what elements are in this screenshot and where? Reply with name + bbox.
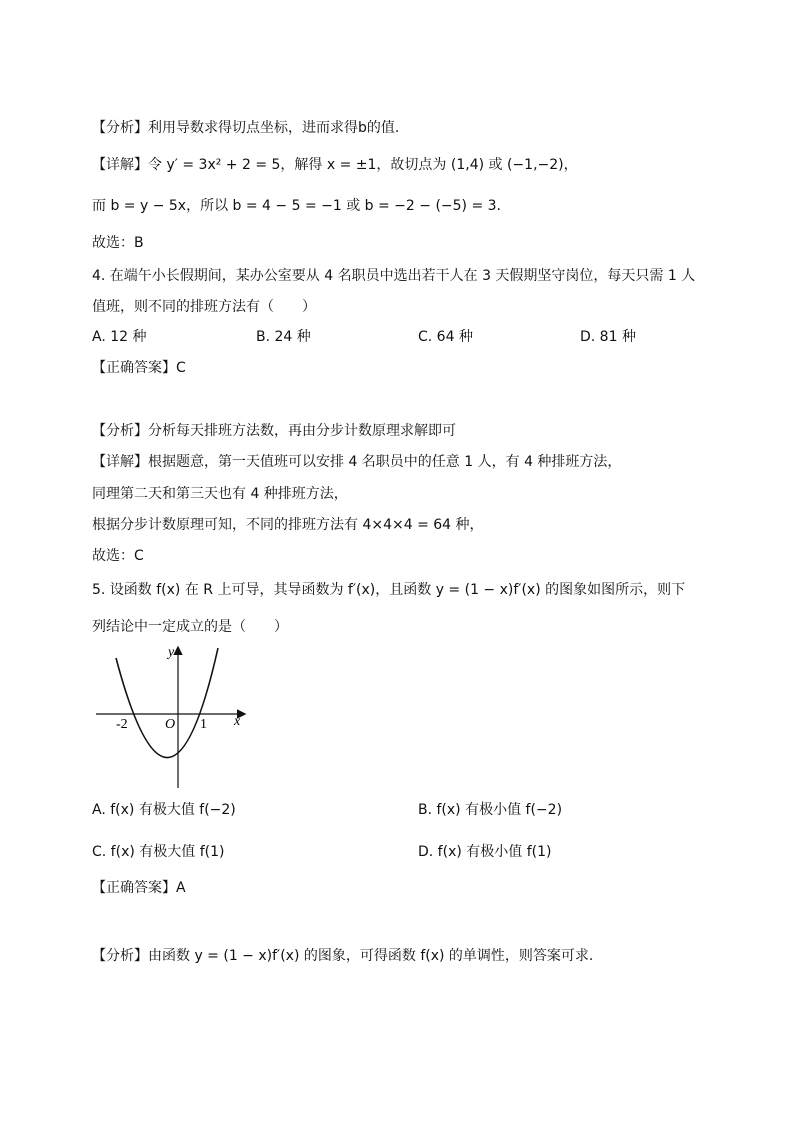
q4-detail-line-1: 【详解】根据题意，第一天值班可以安排 4 名职员中的任意 1 人，有 4 种排班方法， [92, 454, 622, 470]
x-axis-label: x [234, 714, 241, 729]
q4-analysis: 【分析】分析每天排班方法数，再由分步计数原理求解即可 [92, 423, 456, 439]
origin-label: O [165, 717, 176, 732]
q4-option-a: A. 12 种 [92, 329, 147, 345]
q3-answer: 故选：B [92, 235, 144, 251]
tick-label-neg2: -2 [116, 717, 128, 732]
q5-function-graph [92, 642, 262, 792]
q4-answer: 故选：C [92, 548, 144, 564]
q5-stem-line-2: 列结论中一定成立的是（ ） [92, 619, 288, 635]
q4-option-d: D. 81 种 [580, 329, 636, 345]
y-axis-label: y [168, 645, 175, 660]
q5-option-b: B. f(x) 有极小值 f(−2) [418, 802, 563, 818]
q3-analysis: 【分析】利用导数求得切点坐标，进而求得b的值. [92, 120, 400, 136]
q5-correct-answer: 【正确答案】A [92, 880, 186, 896]
q4-correct-answer: 【正确答案】C [92, 360, 186, 376]
q4-stem-line-2: 值班，则不同的排班方法有（ ） [92, 299, 316, 315]
q4-stem-line-1: 4. 在端午小长假期间，某办公室要从 4 名职员中选出若干人在 3 天假期坚守岗位，每天只需 1 人 [92, 268, 696, 284]
parabola-curve [116, 648, 218, 758]
q5-option-c: C. f(x) 有极大值 f(1) [92, 844, 225, 860]
q5-option-a: A. f(x) 有极大值 f(−2) [92, 802, 236, 818]
q4-detail-line-2: 同理第二天和第三天也有 4 种排班方法， [92, 486, 348, 502]
q5-stem-line-1: 5. 设函数 f(x) 在 R 上可导，其导函数为 f′(x)，且函数 y = (1 − x)f′(x) 的图象如图所示，则下 [92, 582, 686, 598]
tick-label-1: 1 [200, 717, 207, 732]
q5-analysis: 【分析】由函数 y = (1 − x)f′(x) 的图象，可得函数 f(x) 的单调性，则答案可求. [92, 948, 594, 964]
q3-detail-line-1: 【详解】令 y′ = 3x² + 2 = 5，解得 x = ±1，故切点为 (1,4) 或 (−1,−2)， [92, 157, 578, 173]
q4-option-b: B. 24 种 [256, 329, 311, 345]
q3-detail-line-2: 而 b = y − 5x，所以 b = 4 − 5 = −1 或 b = −2 − (−5) = 3. [92, 198, 501, 214]
q5-option-d: D. f(x) 有极小值 f(1) [418, 844, 552, 860]
q4-detail-line-3: 根据分步计数原理可知，不同的排班方法有 4×4×4 = 64 种， [92, 517, 484, 533]
q4-option-c: C. 64 种 [418, 329, 473, 345]
